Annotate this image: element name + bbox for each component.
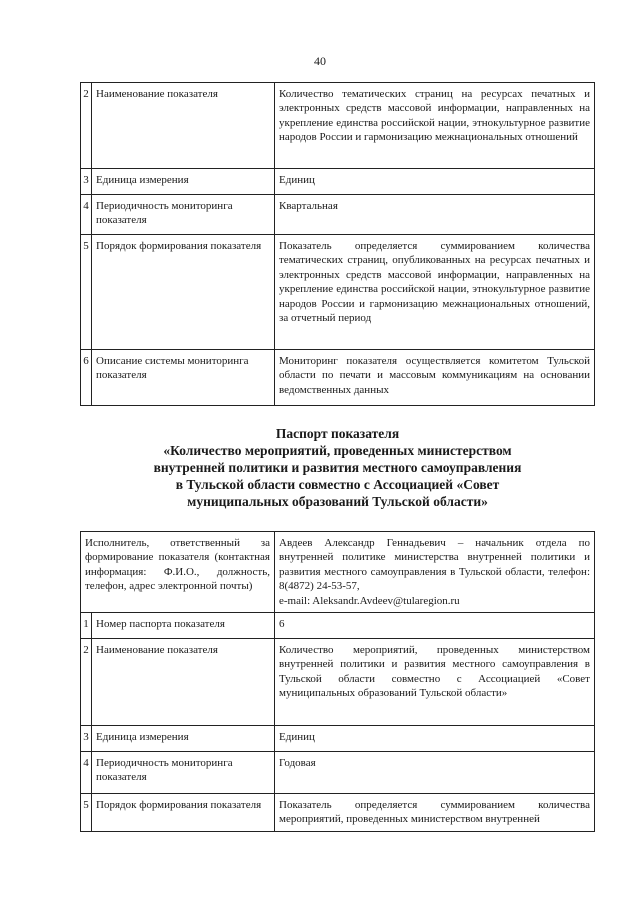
row-number: 5: [81, 235, 92, 350]
row-number: 2: [81, 83, 92, 169]
page-number: 40: [314, 54, 326, 68]
row-label: Периодичность мониторинга показателя: [92, 195, 275, 235]
row-value: Годовая: [275, 752, 595, 794]
table-row: [81, 195, 595, 235]
row-label: Номер паспорта показателя: [92, 613, 275, 639]
row-value: Квартальная: [275, 195, 595, 235]
executor-row: [81, 532, 595, 613]
row-value: Показатель определяется суммированием количества мероприятий, проведенных министерством внутренней: [275, 794, 595, 832]
row-number: 5: [81, 794, 92, 832]
table-row: [81, 169, 595, 195]
row-number: 3: [81, 726, 92, 752]
row-label: Порядок формирования показателя: [92, 235, 275, 350]
passport-subtitle-line: внутренней политики и развития местного самоуправления: [153, 460, 522, 475]
table-row: [81, 83, 595, 169]
row-value: Количество мероприятий, проведенных министерством внутренней политики и развития местного самоуправления в Тульской области совместно с Ассоциацией «Совет муниципальных образований Тульской области»: [275, 639, 595, 726]
row-label: Наименование показателя: [92, 83, 275, 169]
table-row: [81, 639, 595, 726]
row-number: 1: [81, 613, 92, 639]
row-label: Единица измерения: [92, 169, 275, 195]
row-number: 6: [81, 350, 92, 406]
executor-contact: Авдеев Александр Геннадьевич – начальник отдела по внутренней политике министерства внутренней политики и развития местного самоуправления в Тульской области, телефон: 8(4872) 24-53-57,: [279, 537, 590, 593]
row-value: Мониторинг показателя осуществляется комитетом Тульской области по печати и массовым коммуникациям на основании ведомственных данных: [275, 350, 595, 406]
executor-label: Исполнитель, ответственный за формирование показателя (контактная информация: Ф.И.О., должность, телефон, адрес электронной почты): [81, 532, 275, 613]
table-row: [81, 350, 595, 406]
passport-subtitle-line: «Количество мероприятий, проведенных министерством: [163, 443, 512, 458]
row-value: Показатель определяется суммированием количества тематических страниц, опубликованных на ресурсах печатных и электронных средств массовой информации, направленных на укрепление единства российской нации, этнокультурное развитие народов России и гармонизацию межнациональных отношений, за отчетный период: [275, 235, 595, 350]
row-value: 6: [275, 613, 595, 639]
passport-title: Паспорт показателя: [275, 426, 400, 441]
executor-value: [275, 532, 595, 613]
executor-email: e-mail: Aleksandr.Avdeev@tularegion.ru: [279, 594, 460, 607]
row-label: Периодичность мониторинга показателя: [92, 752, 275, 794]
passport-subtitle-line: муниципальных образований Тульской области»: [187, 494, 488, 509]
passport-subtitle-line: в Тульской области совместно с Ассоциацией «Совет: [175, 477, 500, 492]
indicator-passport-table: [80, 531, 595, 832]
row-number: 3: [81, 169, 92, 195]
row-value: Единиц: [275, 726, 595, 752]
table-row: [81, 235, 595, 350]
passport-heading: [80, 425, 595, 510]
row-number: 4: [81, 752, 92, 794]
indicator-table-continued: [80, 82, 595, 406]
row-label: Единица измерения: [92, 726, 275, 752]
row-value: Количество тематических страниц на ресурсах печатных и электронных средств массовой информации, направленных на укрепление единства российской нации, этнокультурное развитие народов России и гармонизацию межнациональных отношений: [275, 83, 595, 169]
row-label: Наименование показателя: [92, 639, 275, 726]
table-row: [81, 726, 595, 752]
table-row: [81, 613, 595, 639]
row-value: Единиц: [275, 169, 595, 195]
table-row: [81, 794, 595, 832]
table-row: [81, 752, 595, 794]
row-number: 2: [81, 639, 92, 726]
row-number: 4: [81, 195, 92, 235]
row-label: Порядок формирования показателя: [92, 794, 275, 832]
row-label: Описание системы мониторинга показателя: [92, 350, 275, 406]
